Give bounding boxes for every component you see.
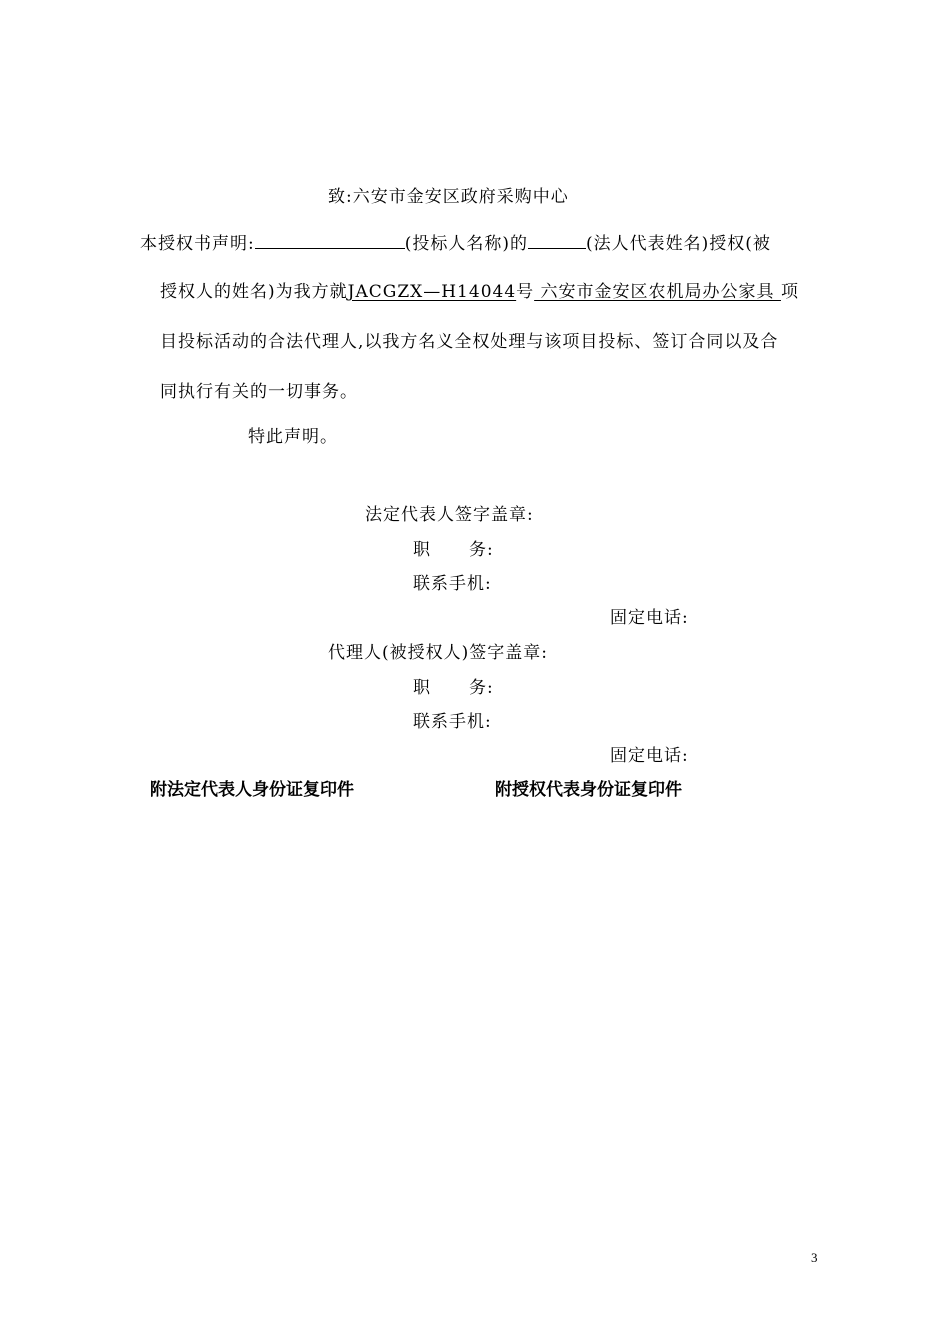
attachment-legal-rep-id: 附法定代表人身份证复印件 xyxy=(150,780,354,800)
bidder-name-hint: (投标人名称)的 xyxy=(404,234,528,254)
paragraph-line-2 xyxy=(160,280,799,304)
legal-rep-signature-label: 法定代表人签字盖章: xyxy=(365,505,534,525)
legal-rep-position-label: 职 务: xyxy=(413,540,494,560)
statement-prefix: 本授权书声明: xyxy=(140,234,255,254)
attachment-agent-id: 附授权代表身份证复印件 xyxy=(495,780,682,800)
page-number: 3 xyxy=(811,1250,818,1265)
legal-rep-mobile-label: 联系手机: xyxy=(413,574,492,594)
legal-rep-name-hint: (法人代表姓名)授权(被 xyxy=(586,234,771,254)
project-name: 六安市金安区农机局办公家具 xyxy=(534,282,781,302)
authorized-person-text: 授权人的姓名)为我方就 xyxy=(160,282,348,302)
declaration: 特此声明。 xyxy=(248,427,338,447)
paragraph-line-4: 同执行有关的一切事务。 xyxy=(160,382,358,402)
legal-rep-phone-label: 固定电话: xyxy=(610,608,689,628)
agent-position-label: 职 务: xyxy=(413,678,494,698)
project-number-suffix: 号 xyxy=(516,282,535,302)
project-suffix: 项 xyxy=(780,282,799,302)
paragraph-line-3: 目投标活动的合法代理人,以我方名义全权处理与该项目投标、签订合同以及合 xyxy=(160,332,779,352)
addressee: 致:六安市金安区政府采购中心 xyxy=(328,187,569,207)
bidder-name-blank[interactable] xyxy=(255,230,405,249)
agent-signature-label: 代理人(被授权人)签字盖章: xyxy=(328,643,548,663)
agent-phone-label: 固定电话: xyxy=(610,746,689,766)
paragraph-line-1 xyxy=(140,230,771,256)
legal-rep-name-blank[interactable] xyxy=(528,230,586,249)
project-number: JACGZX—H14044 xyxy=(347,282,517,302)
agent-mobile-label: 联系手机: xyxy=(413,712,492,732)
